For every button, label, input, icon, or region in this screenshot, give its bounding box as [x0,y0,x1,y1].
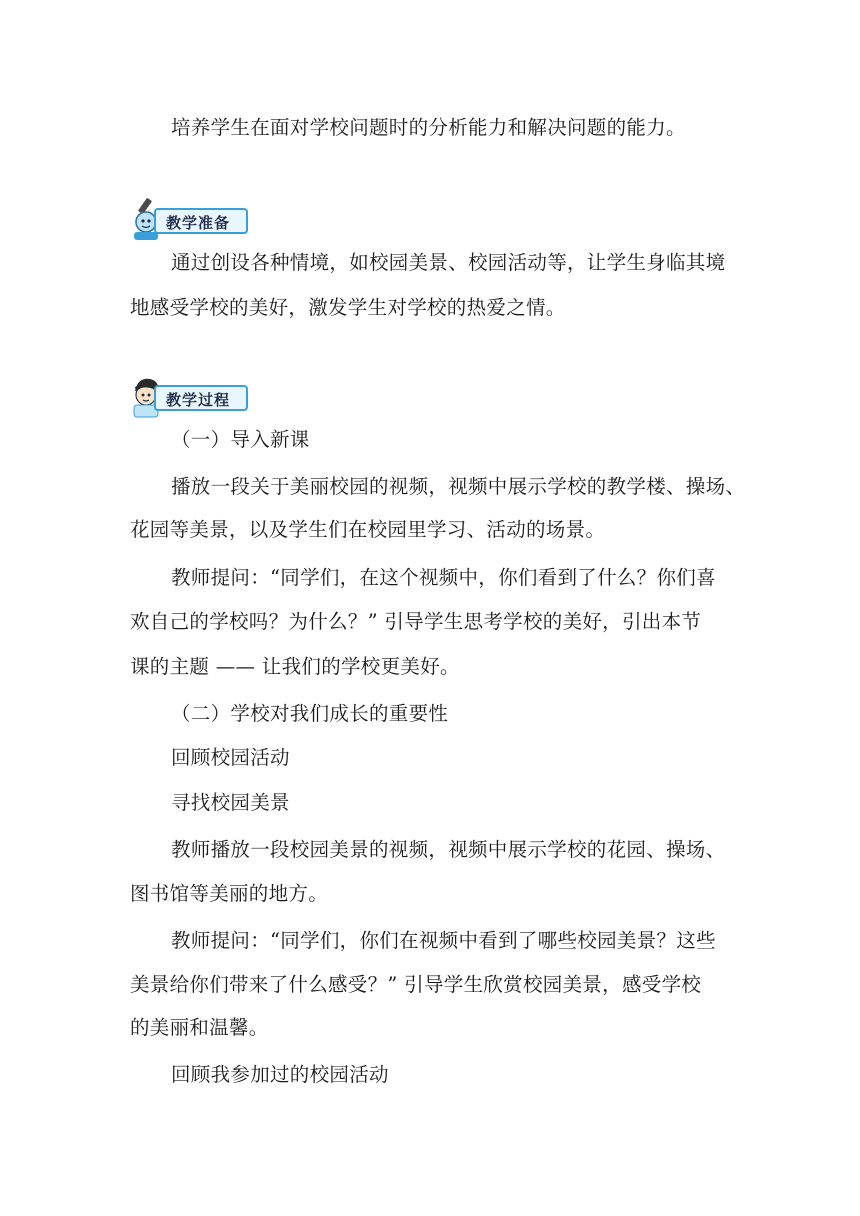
paragraph-line: 教师提问：“同学们，你们在视频中看到了哪些校园美景？这些 [171,929,716,952]
paragraph-line: 教师播放一段校园美景的视频，视频中展示学校的花园、操场、 [171,838,726,861]
paragraph-line: 欢自己的学校吗？为什么？” 引导学生思考学校的美好，引出本节 [130,610,702,633]
subheading: （二）学校对我们成长的重要性 [171,702,449,725]
paragraph-line: 的美丽和温馨。 [130,1016,269,1039]
section-badge [154,385,248,411]
section-header-process [128,373,252,419]
section-header-prep [128,196,252,242]
list-item: 回顾我参加过的校园活动 [171,1063,389,1086]
paragraph-line: 美景给你们带来了什么感受？” 引导学生欣赏校园美景，感受学校 [130,973,702,996]
paragraph-line: 教师提问：“同学们，在这个视频中，你们看到了什么？你们喜 [171,566,716,589]
paragraph-line: 播放一段关于美丽校园的视频，视频中展示学校的教学楼、操场、 [171,475,746,498]
list-item: 回顾校园活动 [171,746,290,769]
list-item: 寻找校园美景 [171,791,290,814]
section-title: 教学过程 [166,391,231,409]
section-title: 教学准备 [166,214,231,232]
paragraph-line: 地感受学校的美好，激发学生对学校的热爱之情。 [130,296,566,319]
paragraph-line: 通过创设各种情境，如校园美景、校园活动等，让学生身临其境 [171,251,726,274]
subheading: （一）导入新课 [171,428,310,451]
section-badge [154,208,248,234]
paragraph-line: 培养学生在面对学校问题时的分析能力和解决问题的能力。 [171,116,686,139]
paragraph-line: 图书馆等美丽的地方。 [130,882,329,905]
paragraph-line: 花园等美景，以及学生们在校园里学习、活动的场景。 [130,518,606,541]
paragraph-line: 课的主题 —— 让我们的学校更美好。 [130,655,460,678]
